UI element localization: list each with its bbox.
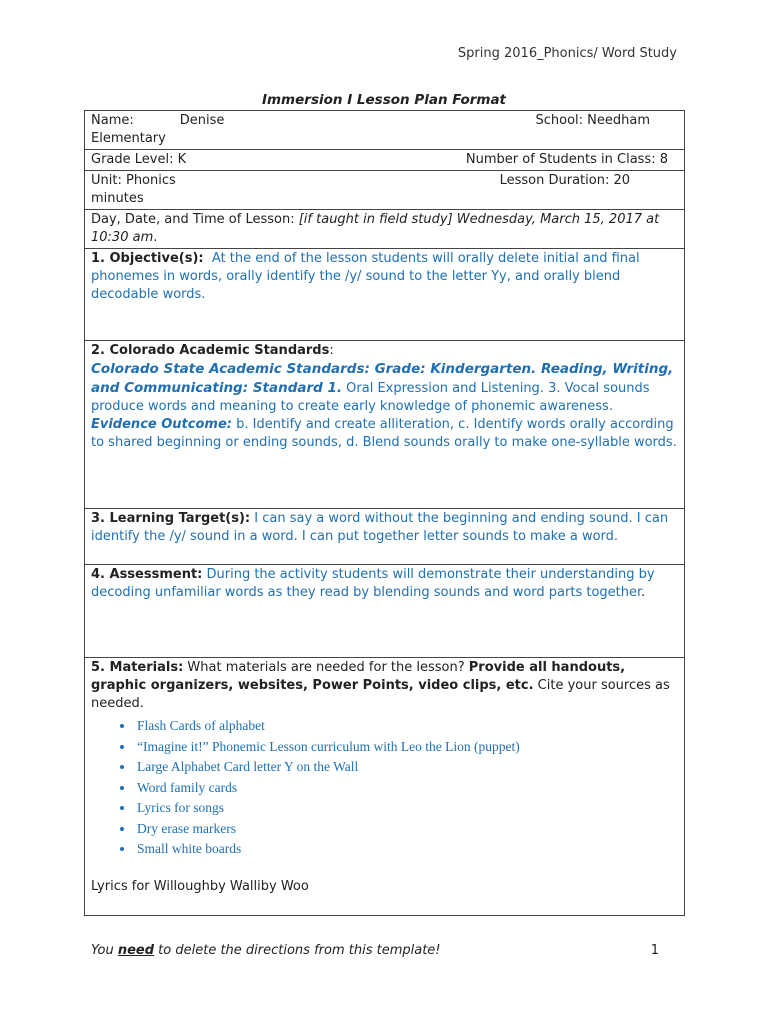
list-item: • Small white boards	[135, 839, 678, 860]
lesson-duration: Lesson Duration: 20	[499, 173, 630, 188]
list-item: • Dry erase markers	[135, 819, 678, 840]
date-value: [if taught in field study] Wednesday, March 15, 2017 at 10:30 am	[91, 212, 660, 245]
list-item: • Lyrics for songs	[135, 798, 678, 819]
duration-continued: minutes	[91, 191, 144, 206]
objective-text: At the end of the lesson students will orally delete initial and final phonemes in words, orally identify the /y/ sound to the letter Yy, and orally blend decodable words.	[91, 251, 640, 302]
materials-label: 5. Materials:	[91, 660, 184, 675]
standards-row: 2. Colorado Academic Standards: Colorado State Academic Standards: Grade: Kindergarten. Reading, Writing, and Communicating: Standard 1. Oral Expression and Listening. 3. Vocal sounds produce words and meaning to create early knowledge of phonemic awareness. Evidence Outcome: b. Identify and create alliteration, c. Identify words orally according to shared beginning or ending sounds, d. Blend sounds orally to make one-syllable words.	[85, 341, 685, 509]
list-item: • Large Alphabet Card letter Y on the Wall	[135, 757, 678, 778]
lesson-plan-table	[84, 110, 685, 916]
date-label: Day, Date, and Time of Lesson:	[91, 212, 299, 227]
lyrics-note: Lyrics for Willoughby Walliby Woo	[91, 878, 309, 894]
learning-target-label: 3. Learning Target(s):	[91, 511, 251, 526]
unit: Unit: Phonics	[91, 173, 176, 188]
unit-row	[85, 171, 685, 210]
assessment-label: 4. Assessment:	[91, 567, 203, 582]
document-header: Spring 2016_Phonics/ Word Study	[457, 46, 677, 61]
student-count: Number of Students in Class: 8	[465, 152, 668, 167]
standards-heading: Colorado State Academic Standards: Grade: Kindergarten. Reading, Writing, and Communicating: Standard 1.	[91, 361, 674, 396]
school-name-continued: Elementary	[91, 131, 166, 146]
footer-note: You need to delete the directions from this template!	[91, 943, 441, 958]
date-row: Day, Date, and Time of Lesson: [if taught in field study] Wednesday, March 15, 2017 at 10:30 am.	[85, 210, 685, 249]
list-item: • “Imagine it!” Phonemic Lesson curriculum with Leo the Lion (puppet)	[135, 737, 678, 758]
teacher-name: Denise	[179, 113, 225, 128]
page-number: 1	[650, 943, 659, 958]
page-footer	[91, 943, 659, 958]
name-label: Name:	[91, 113, 134, 128]
materials-list	[91, 716, 678, 860]
document-title: Immersion I Lesson Plan Format	[261, 92, 507, 108]
evidence-outcome-label: Evidence Outcome:	[91, 417, 232, 432]
list-item: • Flash Cards of alphabet	[135, 716, 678, 737]
name-row	[85, 111, 685, 150]
standards-label: 2. Colorado Academic Standards	[91, 343, 330, 358]
grade-row	[85, 150, 685, 171]
learning-target-text: I can say a word without the beginning and ending sound. I can identify the /y/ sound in a word. I can put together letter sounds to make a word.	[91, 511, 669, 544]
list-item: • Word family cards	[135, 778, 678, 799]
grade-level: Grade Level: K	[91, 152, 187, 167]
school-label: School: Needham	[535, 113, 650, 128]
assessment-row: 4. Assessment: During the activity students will demonstrate their understanding by decoding unfamiliar words as they read by blending sounds and word parts together.	[85, 565, 685, 658]
learning-target-row	[85, 509, 685, 565]
standards-text: Colorado State Academic Standards: Grade: Kindergarten. Reading, Writing, and Communicating: Standard 1. Oral Expression and Listening. 3. Vocal sounds produce words and meaning to create early knowledge of phonemic awareness. Evidence Outcome: b. Identify and create alliteration, c. Identify words orally according to shared beginning or ending sounds, d. Blend sounds orally to make one-syllable words.	[91, 361, 677, 450]
objective-row	[85, 249, 685, 341]
assessment-text: During the activity students will demonstrate their understanding by decoding unfamiliar words as they read by blending sounds and word parts together	[91, 567, 655, 600]
materials-row: 5. Materials: What materials are needed for the lesson? Provide all handouts, graphic organizers, websites, Power Points, video clips, etc. Cite your sources as needed. • Flash Cards of alphabet • “Imagine it!” Phonemic Lesson curriculum with Leo the Lion (puppet) • Large Alphabet Card letter Y on the Wall • Word family cards • Lyrics for songs • Dry erase markers • Small white boards Lyrics for Willoughby Walliby Woo	[85, 658, 685, 916]
objective-label: 1. Objective(s):	[91, 251, 204, 266]
